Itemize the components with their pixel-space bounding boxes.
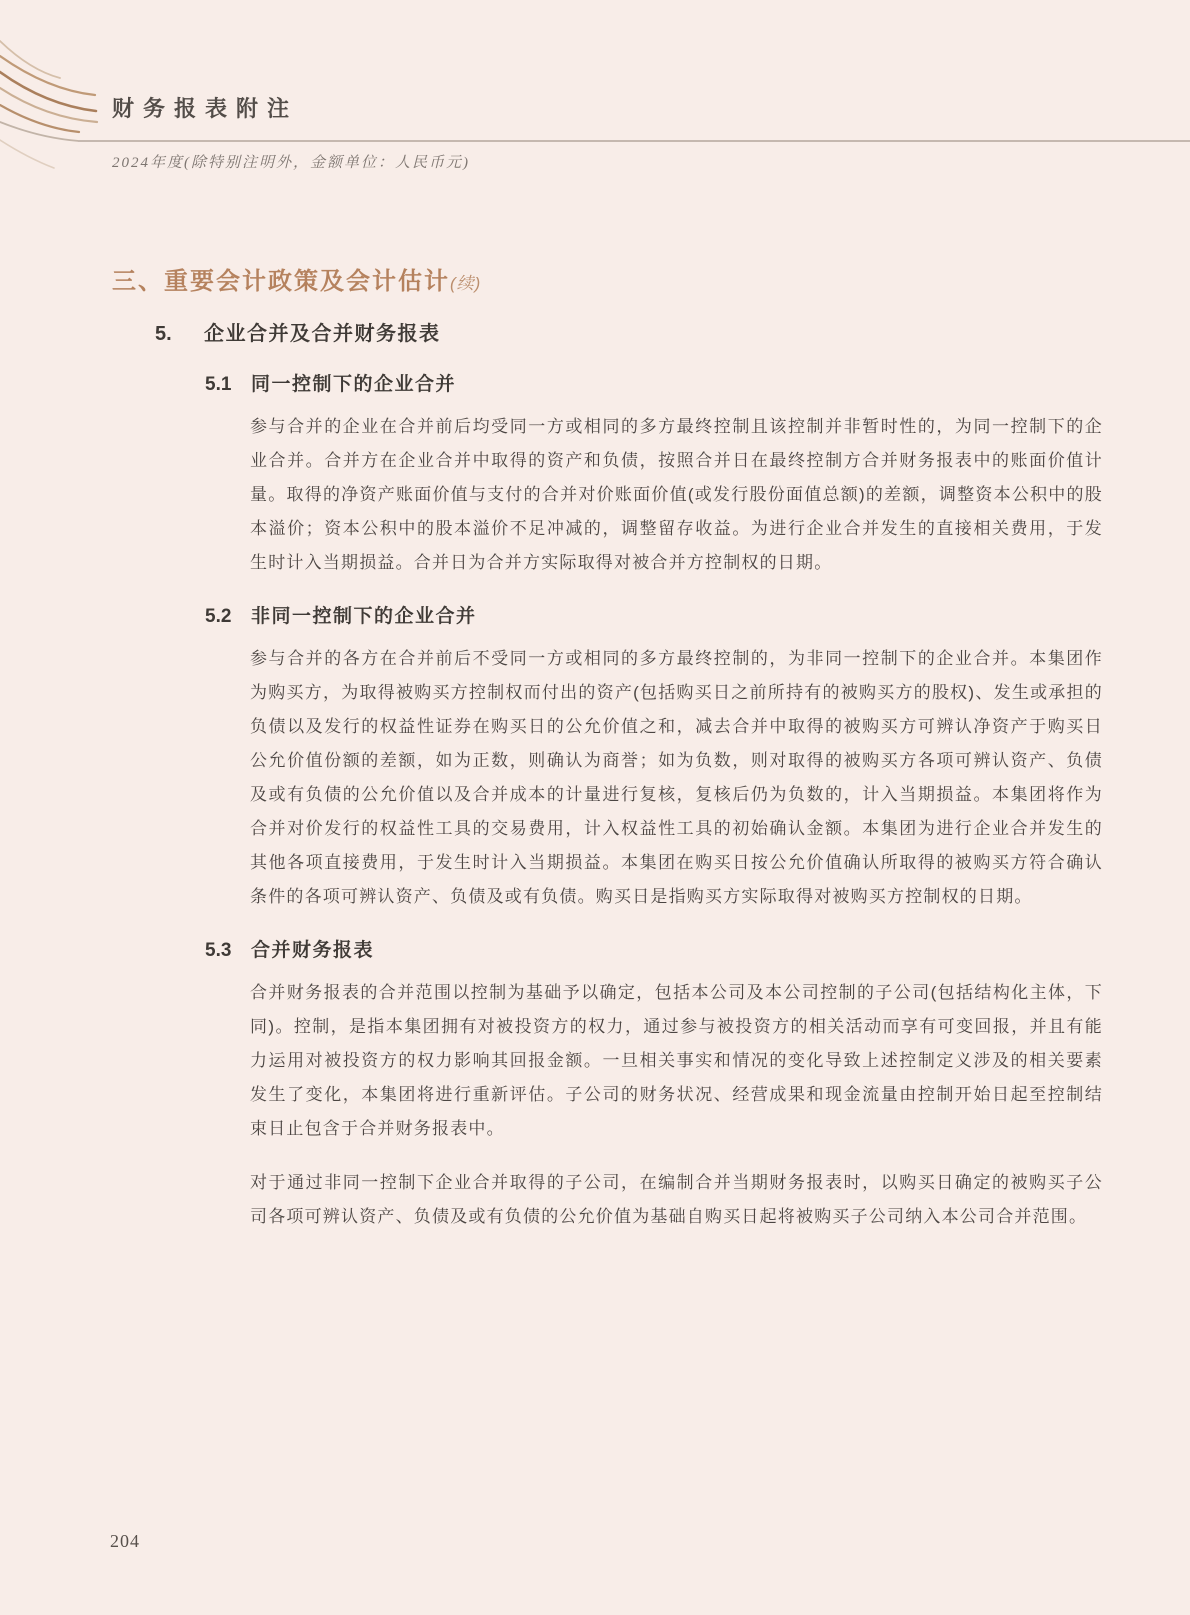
section-continued-label: (续) xyxy=(450,274,482,293)
page-subtitle: 2024年度(除特别注明外，金额单位：人民币元) xyxy=(112,155,470,171)
subsection-number: 5.1 xyxy=(205,374,232,395)
header-divider xyxy=(78,140,1190,142)
paragraph-5-2: 参与合并的各方在合并前后不受同一方或相同的多方最终控制的，为非同一控制下的企业合并。本集团作为购买方，为取得被购买方控制权而付出的资产(包括购买日之前所持有的被购买方的股权)、发生或承担的负债以及发行的权益性证券在购买日的公允价值之和，减去合并中取得的被购买方可辨认净资产于购买日公允价值份额的差额，如为正数，则确认为商誉；如为负数，则对取得的被购买方各项可辨认资产、负债及或有负债的公允价值以及合并成本的计量进行复核，复核后仍为负数的，计入当期损益。本集团将作为合并对价发行的权益性工具的交易费用，计入权益性工具的初始确认金额。本集团为进行企业合并发生的其他各项直接费用，于发生时计入当期损益。本集团在购买日按公允价值确认所取得的被购买方符合确认条件的各项可辨认资产、负债及或有负债。购买日是指购买方实际取得对被购买方控制权的日期。 xyxy=(250,649,1103,906)
main-content xyxy=(0,266,1190,1234)
section-number: 三、 xyxy=(112,268,164,295)
topic-number: 5. xyxy=(155,323,172,345)
subsection-heading-5-1 xyxy=(0,372,1190,398)
page-number: 204 xyxy=(110,1531,140,1551)
paragraph-5-3a: 合并财务报表的合并范围以控制为基础予以确定，包括本公司及本公司控制的子公司(包括结构化主体，下同)。控制，是指本集团拥有对被投资方的权力，通过参与被投资方的相关活动而享有可变回报，并且有能力运用对被投资方的权力影响其回报金额。一旦相关事实和情况的变化导致上述控制定义涉及的相关要素发生了变化，本集团将进行重新评估。子公司的财务状况、经营成果和现金流量由控制开始日起至控制结束日止包含于合并财务报表中。 xyxy=(250,983,1103,1138)
topic-title: 企业合并及合并财务报表 xyxy=(204,323,441,345)
section-title: 重要会计政策及会计估计 xyxy=(164,268,450,295)
section-heading xyxy=(0,266,1190,300)
subsection-heading-5-2 xyxy=(0,604,1190,630)
topic-heading xyxy=(0,320,1190,348)
subsection-title: 合并财务报表 xyxy=(251,940,375,961)
subsection-number: 5.2 xyxy=(205,606,232,627)
subsection-heading-5-3 xyxy=(0,938,1190,964)
paragraph-5-3b: 对于通过非同一控制下企业合并取得的子公司，在编制合并当期财务报表时，以购买日确定的被购买子公司各项可辨认资产、负债及或有负债的公允价值为基础自购买日起将被购买子公司纳入本公司合并范围。 xyxy=(250,1173,1103,1226)
subsection-number: 5.3 xyxy=(205,940,232,961)
subsection-title: 非同一控制下的企业合并 xyxy=(251,606,477,627)
paragraph-5-1: 参与合并的企业在合并前后均受同一方或相同的多方最终控制且该控制并非暂时性的，为同一控制下的企业合并。合并方在企业合并中取得的资产和负债，按照合并日在最终控制方合并财务报表中的账面价值计量。取得的净资产账面价值与支付的合并对价账面价值(或发行股份面值总额)的差额，调整资本公积中的股本溢价；资本公积中的股本溢价不足冲减的，调整留存收益。为进行企业合并发生的直接相关费用，于发生时计入当期损益。合并日为合并方实际取得对被合并方控制权的日期。 xyxy=(250,417,1103,572)
subsection-title: 同一控制下的企业合并 xyxy=(251,374,457,395)
page-title: 财务报表附注 xyxy=(112,96,299,121)
